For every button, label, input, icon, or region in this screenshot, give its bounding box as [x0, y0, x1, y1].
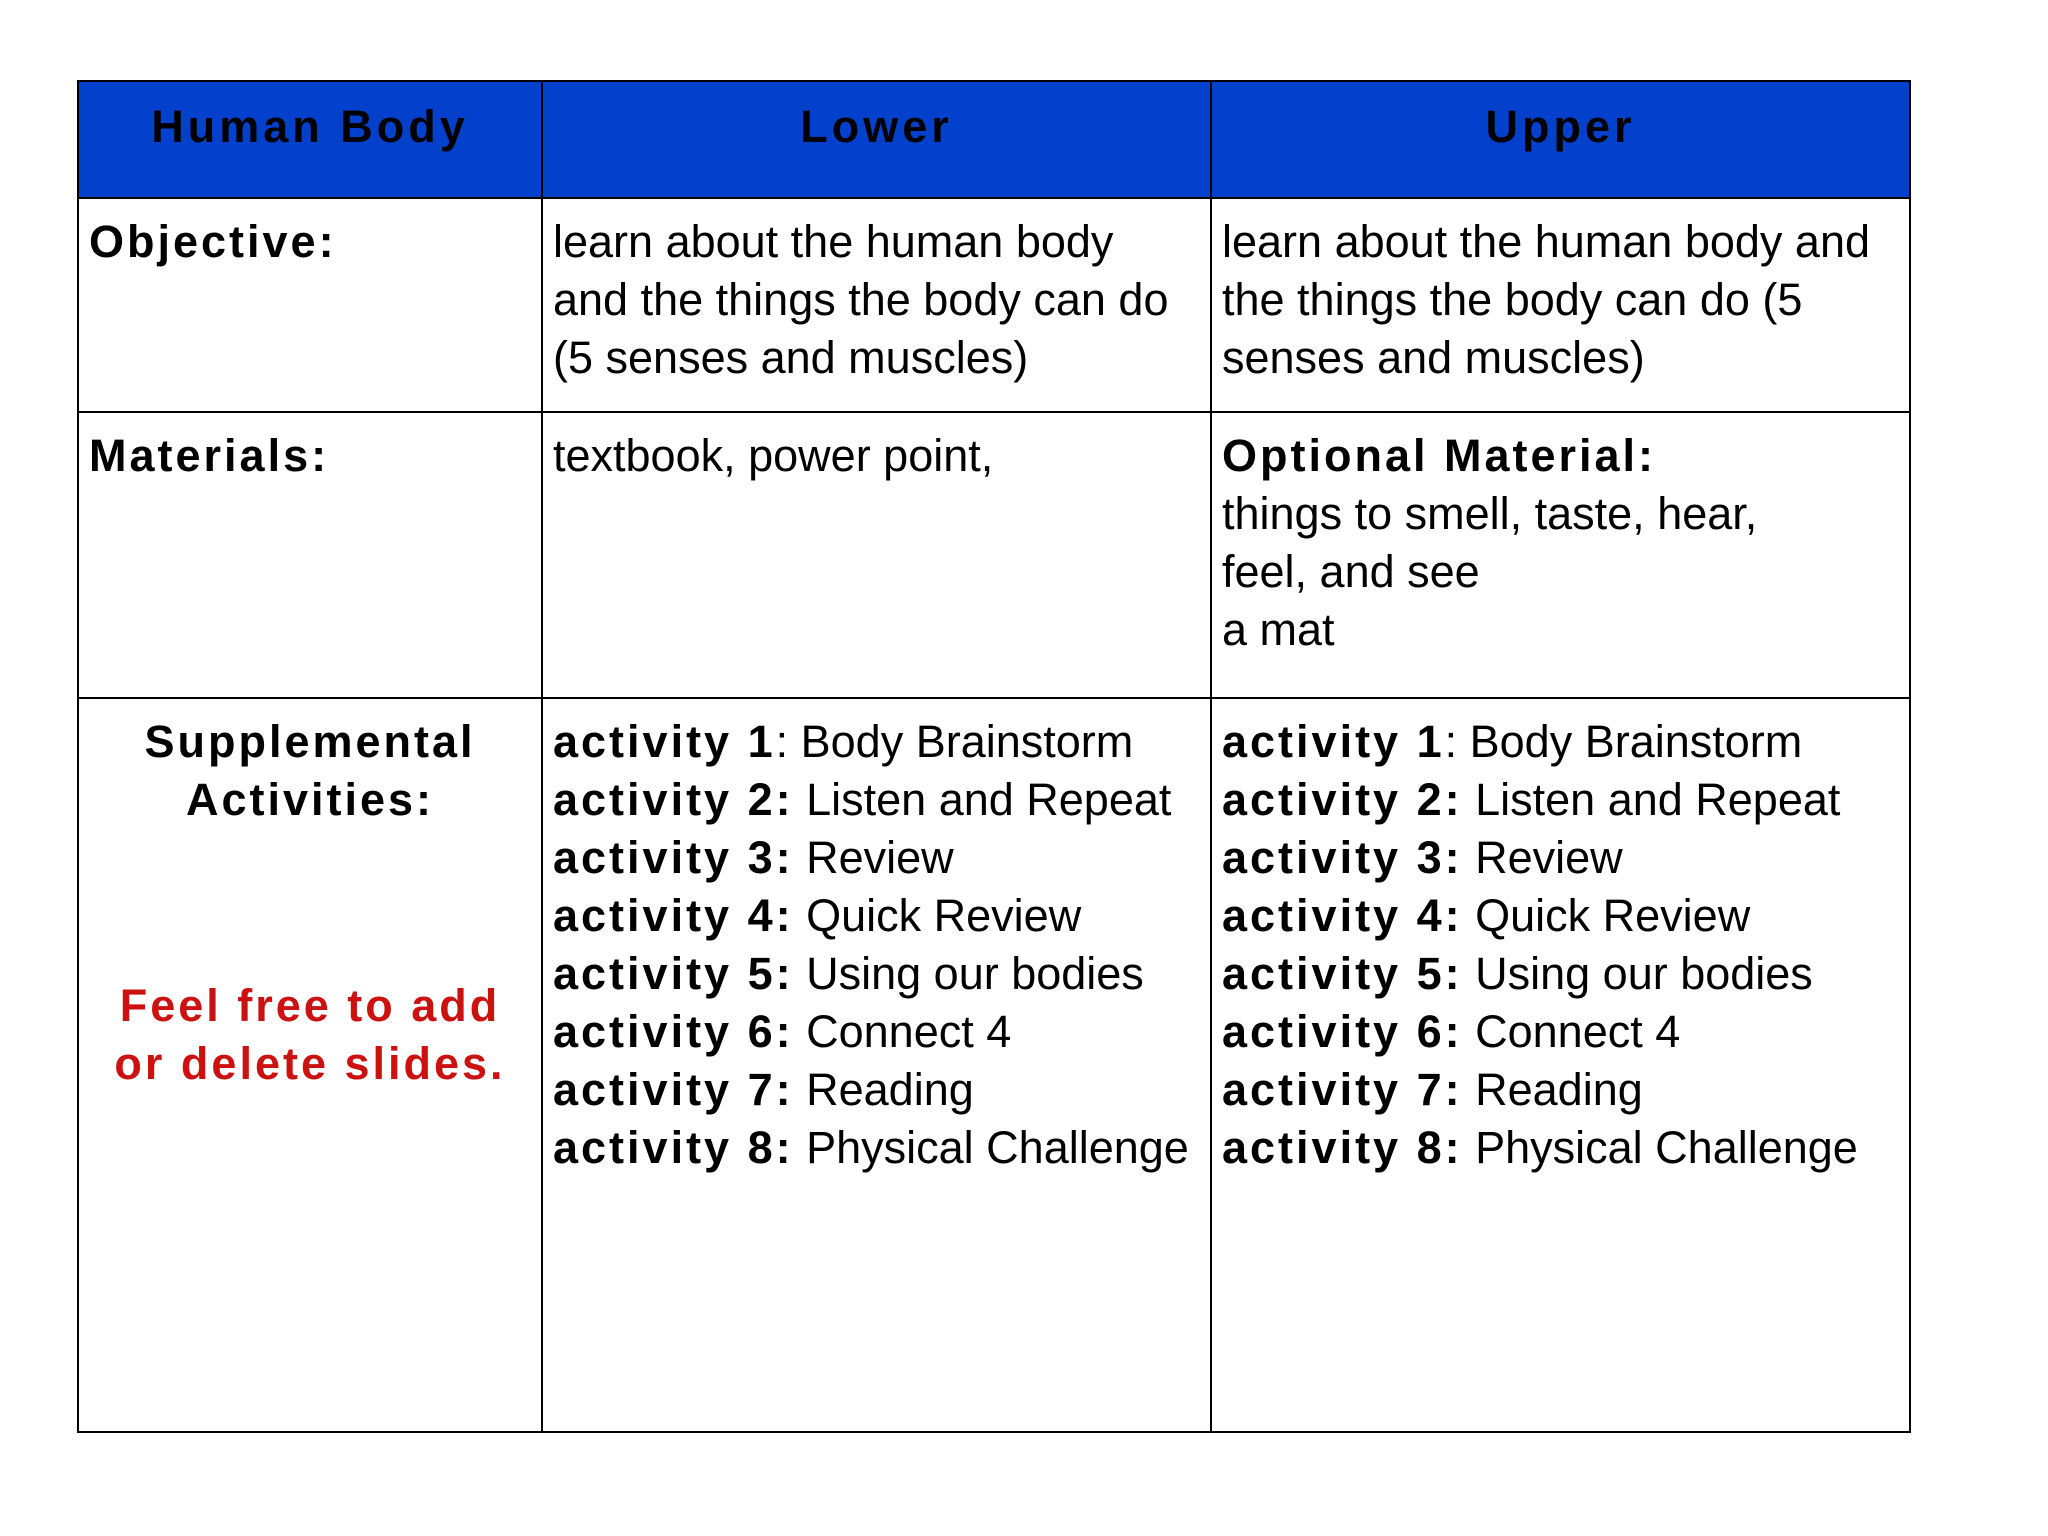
activity-title: Connect 4 [793, 1006, 1012, 1057]
activity-number: activity 5: [1222, 948, 1463, 999]
activities-upper-cell [1211, 698, 1910, 1432]
objective-label-cell [78, 198, 542, 412]
activity-number: activity 3: [1222, 832, 1463, 883]
activity-title: Physical Challenge [1462, 1122, 1858, 1173]
activity-title: Quick Review [1462, 890, 1751, 941]
activity-separator: : [1444, 716, 1458, 767]
activity-title: Listen and Repeat [793, 774, 1172, 825]
materials-lower-cell [542, 412, 1211, 698]
activity-number: activity 8: [553, 1122, 794, 1173]
activity-title: Connect 4 [1462, 1006, 1681, 1057]
optional-material-line: feel, and see [1222, 546, 1480, 597]
activity-item [1222, 771, 1899, 829]
header-lower: Lower [542, 81, 1211, 198]
activity-item [553, 945, 1200, 1003]
materials-row [78, 412, 1910, 698]
activity-number: activity 1 [553, 716, 776, 767]
activity-title: Body Brainstorm [788, 716, 1134, 767]
optional-material-line: a mat [1222, 604, 1335, 655]
activity-item [1222, 1003, 1899, 1061]
activities-label-line1: Supplemental [144, 716, 476, 767]
materials-lower-text: textbook, power point, [553, 430, 994, 481]
activity-item [553, 1003, 1200, 1061]
header-upper: Upper [1211, 81, 1910, 198]
activity-number: activity 4: [1222, 890, 1463, 941]
activities-label-cell [78, 698, 542, 1432]
objective-upper-cell [1211, 198, 1910, 412]
activity-item [1222, 945, 1899, 1003]
activity-number: activity 6: [1222, 1006, 1463, 1057]
activity-number: activity 2: [1222, 774, 1463, 825]
activity-item [553, 713, 1200, 771]
activities-lower-cell [542, 698, 1211, 1432]
lesson-plan-table [77, 80, 1911, 1433]
objective-upper-text: learn about the human body and the things the body can do (5 senses and muscles) [1222, 216, 1870, 383]
activity-number: activity 3: [553, 832, 794, 883]
materials-upper-cell [1211, 412, 1910, 698]
activity-title: Physical Challenge [793, 1122, 1189, 1173]
objective-lower-text: learn about the human body and the things the body can do (5 senses and muscles) [553, 216, 1169, 383]
materials-label: Materials: [89, 430, 330, 481]
activity-number: activity 7: [1222, 1064, 1463, 1115]
activity-item [1222, 1061, 1899, 1119]
objective-lower-cell [542, 198, 1211, 412]
header-human-body: Human Body [78, 81, 542, 198]
materials-label-cell [78, 412, 542, 698]
activity-item [1222, 1119, 1899, 1177]
activity-item [553, 1061, 1200, 1119]
activities-row [78, 698, 1910, 1432]
activity-title: Body Brainstorm [1457, 716, 1803, 767]
activity-title: Quick Review [793, 890, 1082, 941]
activity-item [1222, 829, 1899, 887]
activity-separator: : [775, 716, 789, 767]
edit-note-line2: or delete slides. [114, 1038, 506, 1089]
activity-number: activity 4: [553, 890, 794, 941]
activity-list-lower [553, 713, 1200, 1177]
activity-title: Listen and Repeat [1462, 774, 1841, 825]
activity-item [1222, 887, 1899, 945]
activity-item [553, 887, 1200, 945]
activity-title: Review [793, 832, 954, 883]
edit-note [89, 977, 531, 1093]
optional-material-line: things to smell, taste, hear, [1222, 488, 1758, 539]
activity-list-upper [1222, 713, 1899, 1177]
activity-number: activity 8: [1222, 1122, 1463, 1173]
activities-label-line2: Activities: [185, 774, 435, 825]
activity-item [553, 1119, 1200, 1177]
optional-material-title: Optional Material: [1222, 430, 1657, 481]
activity-title: Reading [1462, 1064, 1643, 1115]
activity-number: activity 5: [553, 948, 794, 999]
activity-item [553, 771, 1200, 829]
header-row [78, 81, 1910, 198]
objective-label: Objective: [89, 216, 337, 267]
activity-item [1222, 713, 1899, 771]
edit-note-line1: Feel free to add [119, 980, 501, 1031]
activity-title: Reading [793, 1064, 974, 1115]
activity-number: activity 1 [1222, 716, 1445, 767]
activity-number: activity 6: [553, 1006, 794, 1057]
activity-item [553, 829, 1200, 887]
activity-number: activity 7: [553, 1064, 794, 1115]
objective-row [78, 198, 1910, 412]
activity-title: Using our bodies [1462, 948, 1813, 999]
activity-title: Review [1462, 832, 1623, 883]
activity-title: Using our bodies [793, 948, 1144, 999]
activity-number: activity 2: [553, 774, 794, 825]
